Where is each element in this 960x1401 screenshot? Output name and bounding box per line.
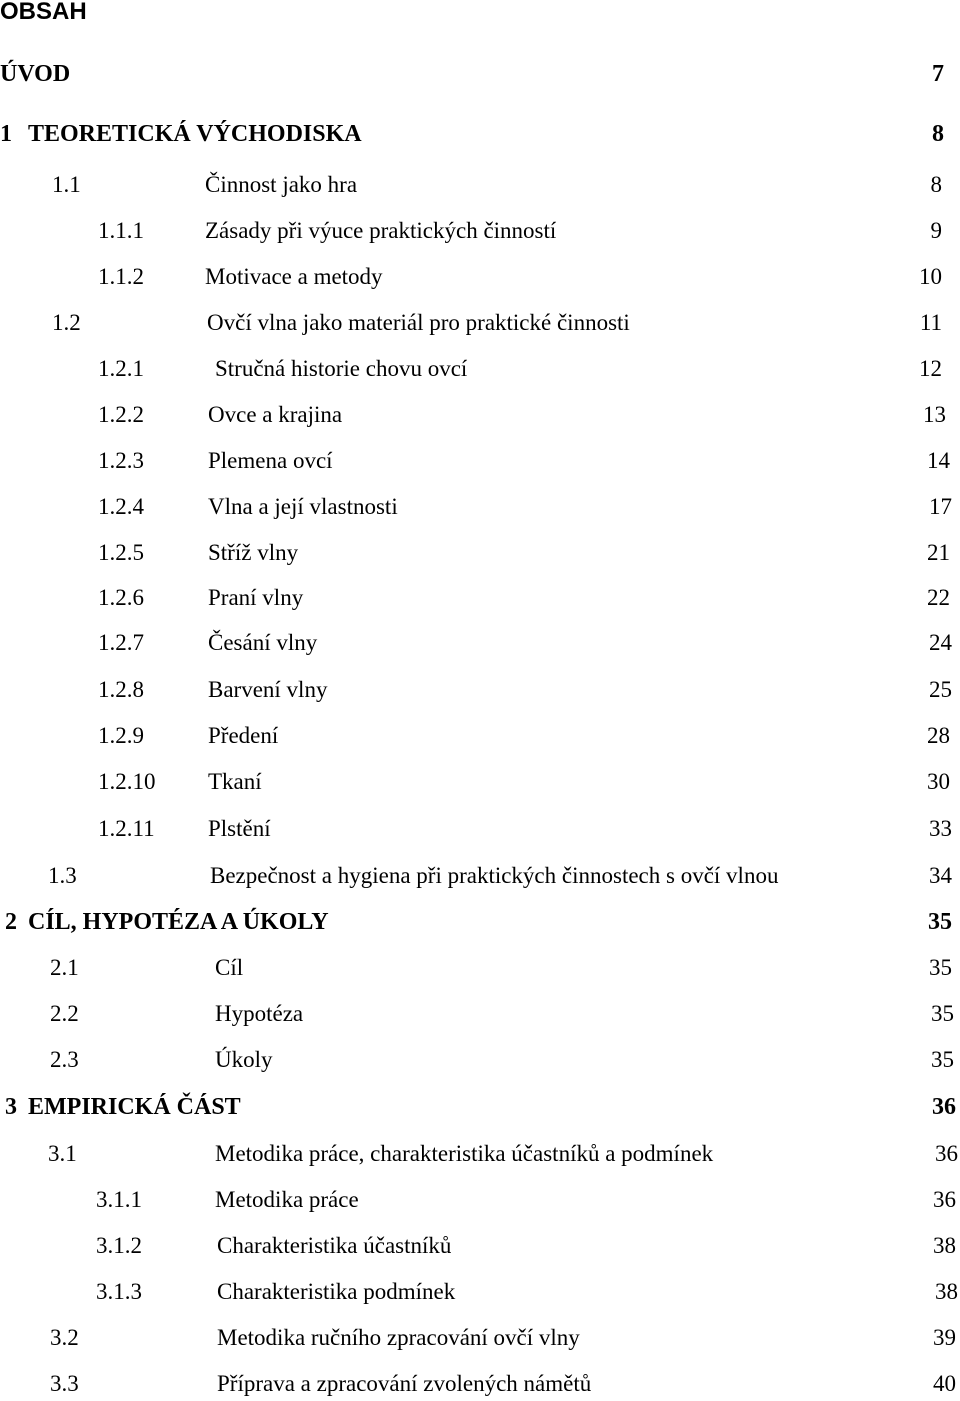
toc-entry-page: 35 (931, 1047, 954, 1072)
toc-entry (0, 1137, 960, 1171)
toc-entry (0, 1183, 960, 1217)
toc-entry-title: Charakteristika účastníků (217, 1233, 452, 1258)
toc-entry-title: Tkaní (208, 769, 262, 794)
toc-entry (0, 1321, 960, 1355)
toc-entry-page: 33 (929, 816, 952, 841)
toc-entry-page: 30 (927, 769, 950, 794)
toc-entry (0, 306, 960, 340)
toc-entry-number: 1.2.1 (98, 356, 144, 381)
toc-entry (0, 490, 960, 524)
toc-entry (0, 997, 960, 1031)
toc-entry-title: Barvení vlny (208, 677, 328, 702)
toc-entry-number: 1.1.1 (98, 218, 144, 243)
toc-entry (0, 117, 960, 151)
toc-entry (0, 260, 960, 294)
toc-entry-page: 25 (929, 677, 952, 702)
toc-entry-page: 35 (931, 1001, 954, 1026)
toc-entry (0, 444, 960, 478)
toc-entry (0, 1090, 960, 1124)
toc-entry-title: EMPIRICKÁ ČÁST (28, 1094, 241, 1120)
toc-entry-number: 1.2.2 (98, 402, 144, 427)
toc-entry-title: Motivace a metody (205, 264, 383, 289)
toc-entry-page: 35 (928, 909, 952, 935)
toc-entry-title: Hypotéza (215, 1001, 304, 1026)
toc-entry (0, 859, 960, 893)
toc-entry-title: Metodika práce (215, 1187, 359, 1212)
toc-heading-row (0, 0, 960, 29)
toc-entry-title: Činnost jako hra (205, 172, 358, 197)
toc-entry (0, 673, 960, 707)
toc-entry-title: Plstění (208, 816, 271, 841)
toc-entry-title: TEORETICKÁ VÝCHODISKA (28, 121, 362, 147)
toc-entry-number: 2.3 (50, 1047, 79, 1072)
toc-entry-number: 1.2.10 (98, 769, 156, 794)
toc-entry-number: 3.1.3 (96, 1279, 142, 1304)
toc-entry-page: 14 (927, 448, 950, 473)
toc-entry-number: 3.1.2 (96, 1233, 142, 1258)
toc-entry (0, 168, 960, 202)
toc-entry-title: Stříž vlny (208, 540, 299, 565)
toc-entry-title: Metodika práce, charakteristika účastníků a podmínek (215, 1141, 714, 1166)
toc-entry-number: 1.2.11 (98, 816, 155, 841)
toc-entry-title: ÚVOD (0, 61, 71, 87)
toc-entry-page: 39 (933, 1325, 956, 1350)
toc-entry-page: 38 (935, 1279, 958, 1304)
toc-entry-title: Bezpečnost a hygiena při praktických činnostech s ovčí vlnou (210, 863, 779, 888)
toc-entry (0, 1043, 960, 1077)
toc-entry (0, 398, 960, 432)
toc-entry (0, 812, 960, 846)
toc-entry-page: 9 (930, 218, 942, 243)
toc-entry-title: Charakteristika podmínek (217, 1279, 456, 1304)
toc-entry-number: 3 (5, 1094, 17, 1120)
toc-entry-title: Plemena ovcí (208, 448, 333, 473)
toc-entry-title: Úkoly (215, 1047, 273, 1072)
toc-entry-title: Vlna a její vlastnosti (208, 494, 398, 519)
toc-entry-number: 2.1 (50, 955, 79, 980)
toc-entry (0, 352, 960, 386)
toc-entry-page: 10 (919, 264, 942, 289)
toc-entry-page: 35 (929, 955, 952, 980)
toc-entry-page: 17 (929, 494, 952, 519)
toc-entry (0, 1229, 960, 1263)
toc-entry-number: 1.1 (52, 172, 81, 197)
toc-entry-title: Česání vlny (208, 630, 318, 655)
toc-entry (0, 905, 960, 939)
toc-entry (0, 581, 960, 615)
toc-entry-number: 1.2.4 (98, 494, 144, 519)
toc-entry-page: 36 (933, 1187, 956, 1212)
toc-entry-page: 13 (923, 402, 946, 427)
toc-entry-title: Ovčí vlna jako materiál pro praktické činnosti (207, 310, 630, 335)
toc-entry-number: 1.2.5 (98, 540, 144, 565)
toc-entry-number: 1.2.3 (98, 448, 144, 473)
toc-entry-title: Cíl (215, 955, 244, 980)
toc-entry-page: 8 (930, 172, 942, 197)
toc-entry-page: 28 (927, 723, 950, 748)
toc-entry-number: 2.2 (50, 1001, 79, 1026)
toc-entry-number: 3.1 (48, 1141, 77, 1166)
toc-entry-title: Stručná historie chovu ovcí (215, 356, 468, 381)
page-title: OBSAH (0, 0, 87, 25)
toc-entry (0, 719, 960, 753)
toc-entry-page: 24 (929, 630, 952, 655)
toc-entry-number: 3.3 (50, 1371, 79, 1396)
toc-entry-page: 11 (919, 310, 942, 335)
toc-entry (0, 951, 960, 985)
toc-entry-number: 1.2.7 (98, 630, 144, 655)
toc-entry-number: 1 (0, 121, 12, 147)
toc-entry (0, 1367, 960, 1401)
toc-entry-number: 1.2.9 (98, 723, 144, 748)
toc-entry-number: 3.1.1 (96, 1187, 142, 1212)
toc-entry (0, 536, 960, 570)
toc-entry-number: 1.2 (52, 310, 81, 335)
toc-entry-number: 2 (5, 909, 17, 935)
toc-entry-title: Ovce a krajina (208, 402, 343, 427)
toc-entry-number: 1.2.6 (98, 585, 144, 610)
toc-entry-page: 36 (932, 1094, 956, 1120)
toc-entry (0, 214, 960, 248)
toc-entry-title: Příprava a zpracování zvolených námětů (217, 1371, 592, 1396)
toc-entry-page: 34 (929, 863, 952, 888)
toc-entry-number: 1.1.2 (98, 264, 144, 289)
toc-entry (0, 626, 960, 660)
toc-entry (0, 1275, 960, 1309)
toc-entry-page: 8 (932, 121, 944, 147)
toc-entry-title: Zásady při výuce praktických činností (205, 218, 557, 243)
toc-entry-page: 21 (927, 540, 950, 565)
toc-entry-page: 7 (932, 61, 944, 87)
toc-entry-page: 36 (935, 1141, 958, 1166)
toc-entry-number: 3.2 (50, 1325, 79, 1350)
toc-entry-page: 12 (919, 356, 942, 381)
toc-entry-page: 22 (927, 585, 950, 610)
toc-entry-title: Předení (208, 723, 279, 748)
toc-entry-title: Praní vlny (208, 585, 304, 610)
toc-entry-title: Metodika ručního zpracování ovčí vlny (217, 1325, 580, 1350)
toc-entry-number: 1.3 (48, 863, 77, 888)
toc-entry (0, 765, 960, 799)
toc-entry (0, 57, 960, 91)
toc-entry-title: CÍL, HYPOTÉZA A ÚKOLY (28, 909, 329, 935)
toc-entry-page: 38 (933, 1233, 956, 1258)
toc-entry-page: 40 (933, 1371, 956, 1396)
toc-entry-number: 1.2.8 (98, 677, 144, 702)
